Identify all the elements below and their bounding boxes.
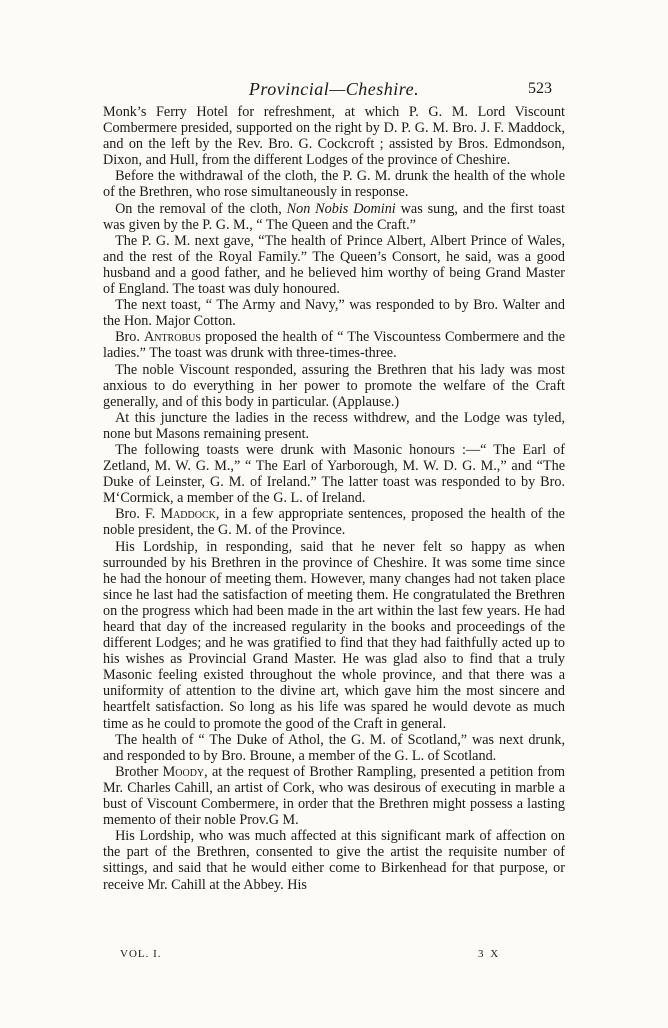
paragraph-text: Brother	[115, 763, 163, 780]
paragraph: The noble Viscount responded, assuring the Brethren that his lady was most anxious to do everything in her power to promote the welfare of the Craft generally, and of this body in particular. (Applause.)	[103, 361, 565, 410]
paragraph: The health of “ The Duke of Athol, the G. M. of Scotland,” was next drunk, and responded to by Bro. Broune, a member of the G. L. of Scotland.	[103, 731, 565, 764]
paragraph	[103, 201, 565, 233]
paragraph: At this juncture the ladies in the recess withdrew, and the Lodge was tyled, none but Masons remaining present.	[103, 409, 565, 442]
signature-mark: 3 X	[478, 948, 501, 960]
running-title: Provincial—Cheshire.	[248, 79, 420, 99]
paragraph-text: Bro. F.	[115, 506, 161, 523]
paragraph	[103, 329, 565, 361]
paragraph-text: was sung, and the first toast was given by the P. G. M., “ The Queen and the Craft.”	[103, 200, 565, 233]
page-number: 523	[528, 80, 552, 97]
speaker-name: Antrobus	[143, 329, 201, 346]
paragraph-text: On the removal of the cloth,	[115, 200, 287, 217]
paragraph	[103, 506, 565, 538]
paragraph: Monk’s Ferry Hotel for refreshment, at which P. G. M. Lord Viscount Combermere presided, supported on the right by D. P. G. M. Bro. J. F. Maddock, and on the left by the Rev. Bro. G. Cockcroft ; assisted by Bros. Edmondson, Dixon, and Hull, from the different Lodges of the province of Cheshire.	[103, 104, 565, 169]
speaker-name: Moody	[162, 763, 205, 780]
paragraph-text: proposed the health of “ The Viscountess Combermere and the ladies.” The toast was drunk with three-times-three.	[103, 329, 566, 362]
volume-mark: VOL. I.	[120, 948, 162, 960]
paragraph: His Lordship, who was much affected at this significant mark of affection on the part of the Brethren, consented to give the artist the requisite number of sittings, and said that he would either come to Birkenhead for that purpose, or receive Mr. Cahill at the Abbey. His	[103, 828, 565, 893]
article-body	[103, 104, 565, 893]
paragraph: The next toast, “ The Army and Navy,” was responded to by Bro. Walter and the Hon. Major Cotton.	[103, 297, 565, 330]
paragraph: The P. G. M. next gave, “The health of Prince Albert, Albert Prince of Wales, and the rest of the Royal Family.” The Queen’s Consort, he said, was a good husband and a good father, and he believed him worthy of being Grand Master of England. The toast was duly honoured.	[103, 232, 565, 298]
paragraph	[103, 764, 565, 828]
paragraph: Before the withdrawal of the cloth, the P. G. M. drunk the health of the whole of the Brethren, who rose simultaneously in response.	[103, 168, 565, 201]
paragraph: The following toasts were drunk with Masonic honours :—“ The Earl of Zetland, M. W. G. M.,” “ The Earl of Yarborough, M. W. D. G. M.,” and “The Duke of Leinster, G. M. of Ireland.” The latter toast was responded to by Bro. M‘Cormick, a member of the G. L. of Ireland.	[103, 441, 565, 507]
paragraph-text: , in a few appropriate sentences, proposed the health of the noble president, the G. M. of the Province.	[103, 506, 565, 539]
paragraph: His Lordship, in responding, said that he never felt so happy as when surrounded by his Brethren in the province of Cheshire. It was some time since he had the honour of meeting them. However, many changes had not taken place since he last had the satisfaction of meeting them. He congratulated the Brethren on the progress which had been made in the art within the last few years. He had heard that day of the increased regularity in the books and proceedings of the different Lodges; and he was gratified to find that they had faithfully acted up to his wishes as Provincial Grand Master. He was glad also to find that a truly Masonic feeling existed throughout the whole province, and that there was a uniformity of attention to the divine art, which gave him the most sincere and heartfelt satisfaction. So long as his life was spared he would devote as much time as he could to promote the good of the Craft in general.	[103, 538, 565, 732]
italic-title: Non Nobis Domini	[286, 200, 396, 217]
paragraph-text: Bro.	[115, 329, 144, 346]
speaker-name: Maddock	[160, 506, 216, 523]
paragraph-text: , at the request of Brother Rampling, presented a petition from Mr. Charles Cahill, an artist of Cork, who was desirous of executing in marble a bust of Viscount Combermere, in order that the Brethren might possess a lasting memento of their noble Prov.G M.	[103, 763, 565, 829]
